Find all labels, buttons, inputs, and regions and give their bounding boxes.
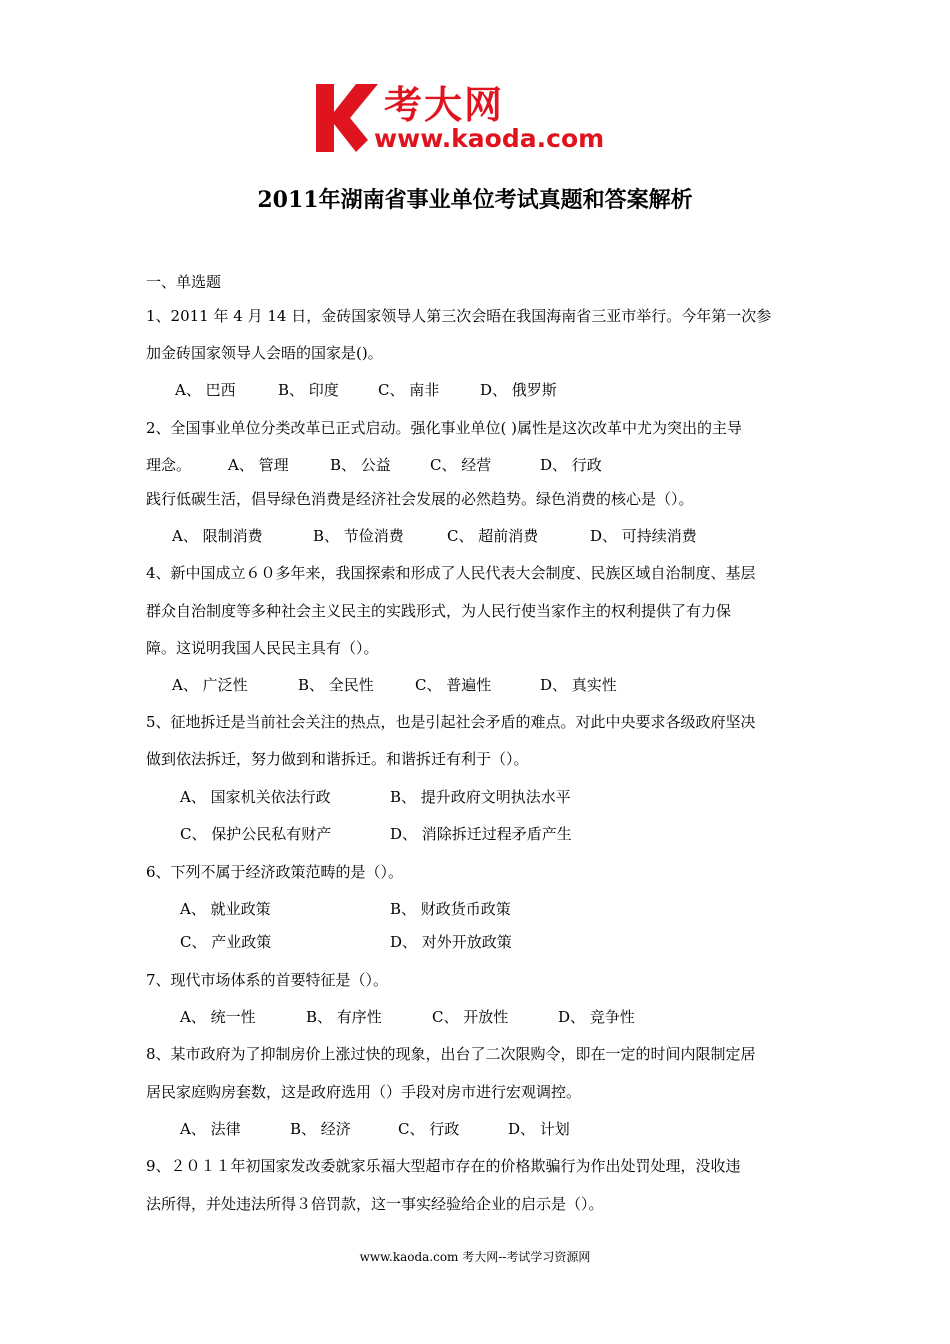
- question-1-option-b: B、 印度: [278, 381, 339, 399]
- kaoda-logo: [316, 78, 638, 158]
- question-8-line-2: 居民家庭购房套数，这是政府选用（）手段对房市进行宏观调控。: [146, 1083, 582, 1101]
- question-3-line-1: 践行低碳生活，倡导绿色消费是经济社会发展的必然趋势。绿色消费的核心是（）。: [146, 490, 694, 508]
- logo-url: www.kaoda.com: [374, 124, 605, 153]
- question-7-option-a: A、 统一性: [180, 1008, 256, 1026]
- question-6-option-c: C、 产业政策: [180, 933, 272, 951]
- question-4-line-2: 群众自治制度等多种社会主义民主的实践形式，为人民行使当家作主的权利提供了有力保: [146, 602, 732, 620]
- question-8-option-c: C、 行政: [398, 1120, 460, 1138]
- question-4-option-b: B、 全民性: [298, 676, 374, 694]
- question-2-option-a: A、 管理: [228, 456, 289, 474]
- question-8-option-a: A、 法律: [180, 1120, 241, 1138]
- question-2-option-b: B、 公益: [330, 456, 391, 474]
- question-9-line-2: 法所得，并处违法所得３倍罚款，这一事实经验给企业的启示是（）。: [146, 1195, 604, 1213]
- question-6-option-a: A、 就业政策: [180, 900, 271, 918]
- question-5-option-c: C、 保护公民私有财产: [180, 825, 332, 843]
- question-2-option-d: D、 行政: [540, 456, 602, 474]
- page-footer: www.kaoda.com 考大网--考试学习资源网: [359, 1250, 591, 1264]
- question-3-option-a: A、 限制消费: [172, 527, 263, 545]
- question-5-option-a: A、 国家机关依法行政: [180, 788, 331, 806]
- question-6-option-d: D、 对外开放政策: [390, 933, 512, 951]
- question-3-option-c: C、 超前消费: [447, 527, 539, 545]
- question-4-line-1: 4、新中国成立６０多年来，我国探索和形成了人民代表大会制度、民族区域自治制度、基层: [146, 564, 756, 582]
- question-4-option-d: D、 真实性: [540, 676, 617, 694]
- question-3-option-b: B、 节俭消费: [313, 527, 404, 545]
- question-1-option-a: A、 巴西: [175, 381, 236, 399]
- question-8-option-d: D、 计划: [508, 1120, 570, 1138]
- question-7-option-c: C、 开放性: [432, 1008, 509, 1026]
- question-9-line-1: 9、２０１１年初国家发改委就家乐福大型超市存在的价格欺骗行为作出处罚处理，没收违: [146, 1157, 741, 1175]
- question-5-option-d: D、 消除拆迁过程矛盾产生: [390, 825, 572, 843]
- question-5-line-1: 5、征地拆迁是当前社会关注的热点，也是引起社会矛盾的难点。对此中央要求各级政府坚决: [146, 713, 756, 731]
- section-heading: 一、单选题: [146, 273, 222, 291]
- page-title: 2011年湖南省事业单位考试真题和答案解析: [257, 187, 693, 213]
- question-4-option-c: C、 普遍性: [415, 676, 492, 694]
- question-1-line-1: 1、2011 年 4 月 14 日，金砖国家领导人第三次会晤在我国海南省三亚市举行。今年第一次参: [146, 307, 772, 325]
- question-1-line-2: 加金砖国家领导人会晤的国家是()。: [146, 344, 383, 362]
- question-5-option-b: B、 提升政府文明执法水平: [390, 788, 571, 806]
- question-6-line-1: 6、下列不属于经济政策范畴的是（）。: [146, 863, 404, 881]
- question-8-option-b: B、 经济: [290, 1120, 351, 1138]
- question-2-line-2: 理念。: [146, 456, 192, 474]
- question-7-line-1: 7、现代市场体系的首要特征是（）。: [146, 971, 389, 989]
- k-logo-icon: [316, 78, 382, 156]
- question-3-option-d: D、 可持续消费: [590, 527, 697, 545]
- logo-name: 考大网: [384, 83, 505, 127]
- question-7-option-d: D、 竞争性: [558, 1008, 635, 1026]
- question-1-option-c: C、 南非: [378, 381, 440, 399]
- question-7-option-b: B、 有序性: [306, 1008, 382, 1026]
- question-1-option-d: D、 俄罗斯: [480, 381, 557, 399]
- question-6-option-b: B、 财政货币政策: [390, 900, 511, 918]
- question-8-line-1: 8、某市政府为了抑制房价上涨过快的现象，出台了二次限购令，即在一定的时间内限制定居: [146, 1045, 756, 1063]
- question-5-line-2: 做到依法拆迁，努力做到和谐拆迁。和谐拆迁有利于（）。: [146, 750, 529, 768]
- question-4-line-3: 障。这说明我国人民民主具有（）。: [146, 639, 379, 657]
- question-4-option-a: A、 广泛性: [172, 676, 248, 694]
- question-2-line-1: 2、全国事业单位分类改革已正式启动。强化事业单位( )属性是这次改革中尤为突出的主导: [146, 419, 743, 437]
- question-2-option-c: C、 经营: [430, 456, 492, 474]
